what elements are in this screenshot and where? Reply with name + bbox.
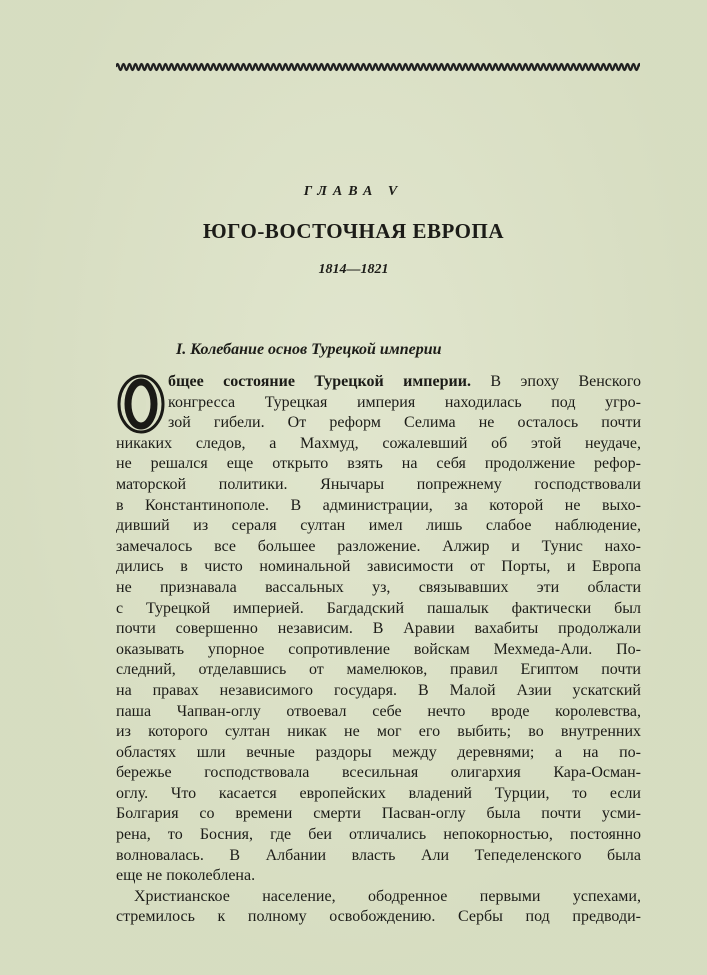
chapter-years: 1814—1821 bbox=[318, 262, 389, 277]
text-line bbox=[116, 496, 641, 517]
text-line bbox=[116, 454, 641, 475]
section-title: I. Колебание основ Турецкой империи bbox=[176, 341, 442, 358]
text-line bbox=[116, 907, 641, 928]
text-line bbox=[116, 660, 641, 681]
chapter-title: ЮГО-ВОСТОЧНАЯ ЕВРОПА bbox=[203, 219, 504, 243]
text-line bbox=[116, 537, 641, 558]
line-text: из которого султан никак не мог его выбить; во внутренних bbox=[116, 723, 641, 741]
text-line bbox=[116, 475, 641, 496]
text-line bbox=[116, 743, 641, 764]
text-line bbox=[116, 763, 641, 784]
line-text: стремилось к полному освобождению. Сербы под предводи- bbox=[116, 908, 641, 926]
line-text: не признавала вассальных уз, связывавших эти области bbox=[116, 578, 641, 596]
line-text: оказывать упорное сопротивление войскам Мехмеда-Али. По- bbox=[116, 640, 641, 658]
line-text: В эпоху Венского bbox=[470, 373, 642, 390]
lead-in-bold: бщее состояние Турецкой империи. bbox=[168, 373, 471, 390]
line-text: маторской политики. Янычары попрежнему господствовали bbox=[116, 475, 641, 493]
text-line bbox=[116, 599, 641, 620]
body-text bbox=[116, 372, 641, 928]
line-text: бережье господствовала всесильная олигархия Кара-Осман- bbox=[116, 764, 641, 782]
line-text: Христианское население, ободренное первыми успехами, bbox=[134, 887, 641, 905]
text-line bbox=[168, 372, 641, 393]
line-text: областях шли вечные раздоры между деревнями; а на по- bbox=[116, 743, 641, 761]
line-text: на правах независимого государя. В Малой Азии ускатский bbox=[116, 681, 641, 699]
text-line bbox=[116, 846, 641, 867]
text-line bbox=[116, 578, 641, 599]
text-line bbox=[116, 640, 641, 661]
line-text: в Константинополе. В администрации, за которой не выхо- bbox=[116, 496, 641, 514]
line-text: дились в чисто номинальной зависимости от Порты, и Европа bbox=[116, 558, 641, 576]
text-line bbox=[116, 516, 641, 537]
line-text: не решался еще открыто взять на себя продолжение рефор- bbox=[116, 455, 641, 473]
chapter-label: ГЛАВА V bbox=[303, 184, 404, 199]
line-text: конгресса Турецкая империя находилась под угро- bbox=[168, 393, 641, 411]
line-text: с Турецкой империей. Багдадский пашалык фактически был bbox=[116, 599, 641, 617]
line-text: еще не поколеблена. bbox=[116, 867, 256, 885]
text-line bbox=[116, 557, 641, 578]
text-line bbox=[116, 722, 641, 743]
text-line bbox=[116, 866, 641, 887]
line-text: никаких следов, а Махмуд, сожалевший об этой неудаче, bbox=[116, 434, 641, 452]
decorative-wave-border bbox=[116, 58, 640, 76]
line-text: зой гибели. От реформ Селима не осталось почти bbox=[168, 414, 641, 432]
text-line bbox=[116, 825, 641, 846]
text-line bbox=[116, 681, 641, 702]
text-line bbox=[168, 393, 641, 414]
line-text: следний, отделавшись от мамелюков, правил Египтом почти bbox=[116, 661, 641, 679]
text-line bbox=[116, 887, 641, 908]
text-line bbox=[116, 619, 641, 640]
line-text: волновалась. В Албании власть Али Тепеделенского была bbox=[116, 846, 641, 864]
line-text: почти совершенно независим. В Аравии вахабиты продолжали bbox=[116, 620, 641, 638]
line-text: рена, то Босния, где беи отличались непокорностью, постоянно bbox=[116, 826, 641, 844]
text-line bbox=[168, 413, 641, 434]
text-line bbox=[116, 434, 641, 455]
line-text: паша Чапван-оглу отвоевал себе нечто вроде королевства, bbox=[116, 702, 641, 720]
text-line bbox=[116, 784, 641, 805]
text-line bbox=[116, 702, 641, 723]
line-text: Болгария со времени смерти Пасван-оглу была почти усми- bbox=[116, 805, 641, 823]
line-text: оглу. Что касается европейских владений Турции, то если bbox=[116, 784, 641, 802]
line-text: замечалось все большее разложение. Алжир и Тунис нахо- bbox=[116, 537, 641, 555]
text-line bbox=[116, 804, 641, 825]
line-text: дивший из сераля султан имел лишь слабое наблюдение, bbox=[116, 517, 641, 535]
